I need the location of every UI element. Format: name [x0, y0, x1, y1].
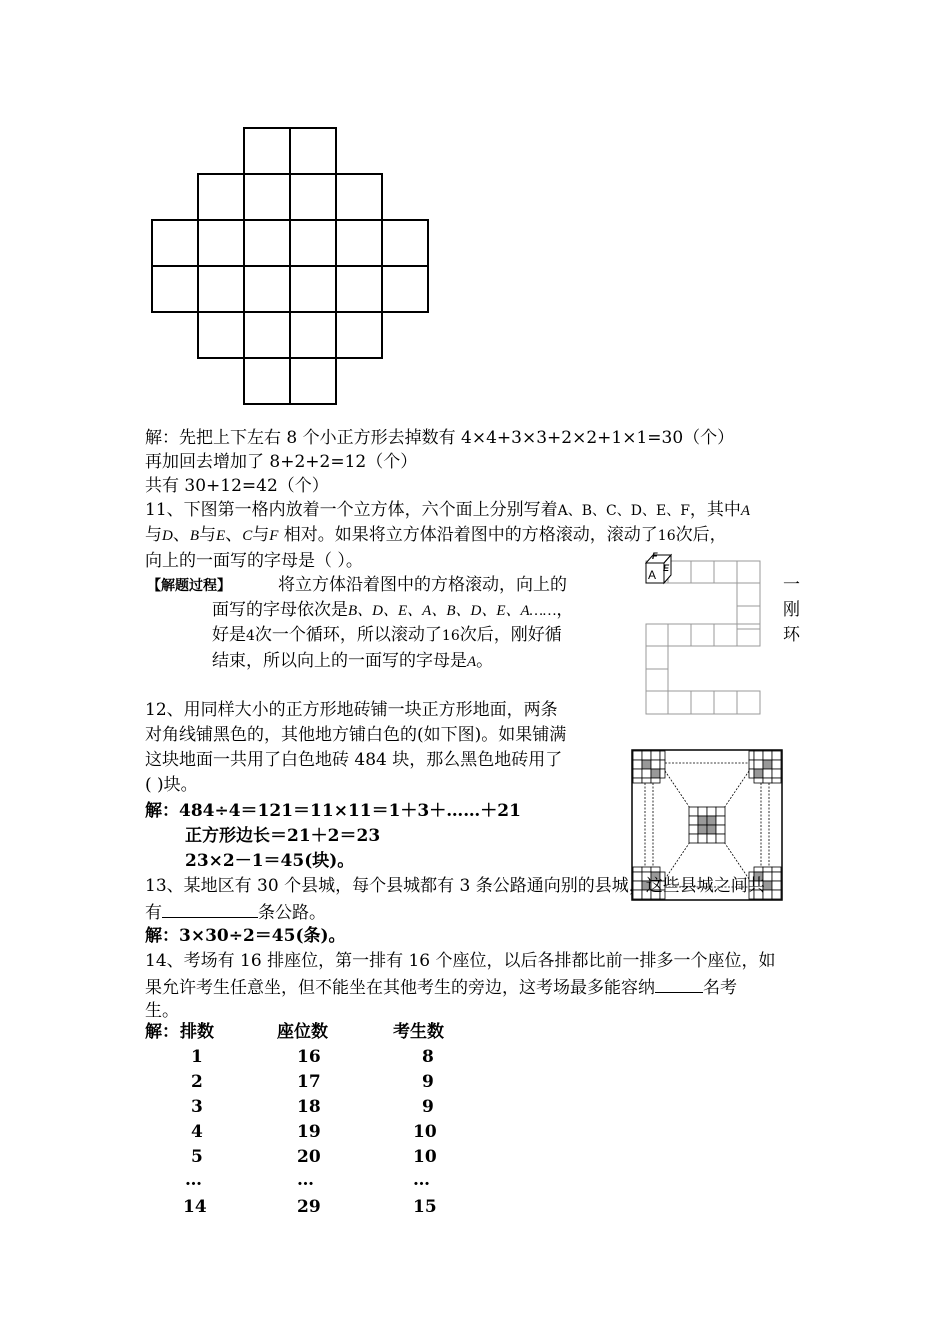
- p11-process-line3: [212, 624, 562, 647]
- p12-question-line4: ( )块。: [145, 775, 198, 795]
- cube-rolling-path-figure: [645, 553, 765, 718]
- p14-solution-label: 解：: [145, 1022, 179, 1042]
- p13-answer-blank: [162, 900, 258, 918]
- p11-letter: C: [242, 528, 253, 544]
- table-cell: 14: [183, 1197, 207, 1217]
- p11-text: 、: [225, 525, 243, 545]
- p11-question-line3: 向上的一面写的字母是（ ）。: [145, 551, 363, 571]
- p11-text: 、: [172, 525, 190, 545]
- p11-process-line1: 将立方体沿着图中的方格滚动，向上的: [278, 575, 567, 595]
- p14-question-line3: 生。: [145, 1001, 179, 1021]
- table-cell: 9: [422, 1072, 434, 1092]
- table-cell: 19: [297, 1122, 321, 1142]
- table-cell: …: [185, 1170, 202, 1190]
- p12-question-line3: 这块地面一共用了白色地砖 484 块，那么黑色地砖用了: [145, 750, 563, 770]
- p13-solution: 解：3×30÷2＝45(条)。: [145, 926, 346, 946]
- p11-letter: A: [467, 654, 477, 670]
- p12-solution-line1: 解：484÷4＝121＝11×11＝1＋3＋……＋21: [145, 801, 521, 821]
- p13-question-line1: 13、某地区有 30 个县城，每个县城都有 3 条公路通向别的县城，这些县城之间共: [145, 876, 765, 896]
- p10-solution-line2: 再加回去增加了 8+2+2=12（个）: [145, 452, 418, 472]
- p11-number: 4: [246, 628, 255, 644]
- p14-question-line2: [145, 975, 737, 999]
- p11-text: 结束，所以向上的一面写的字母是: [212, 651, 467, 671]
- table-cell: 3: [191, 1097, 203, 1117]
- cube-face-front-label: A: [648, 568, 657, 582]
- p11-text: 与: [252, 525, 270, 545]
- table-cell: 1: [191, 1047, 203, 1067]
- table-cell: …: [297, 1170, 314, 1190]
- p10-solution-line1: 解：先把上下左右 8 个小正方形去掉数有 4×4+3×3+2×2+1×1=30（个）: [145, 428, 735, 448]
- table-cell: 20: [297, 1147, 321, 1167]
- cube-face-side-label: E: [663, 563, 670, 573]
- p13-text: 条公路。: [258, 903, 326, 923]
- table-cell: 10: [413, 1122, 437, 1142]
- p11-number: 16: [441, 628, 460, 644]
- p11-question-line2: [145, 524, 727, 547]
- table-cell: 15: [413, 1197, 437, 1217]
- p14-solution-table: [145, 1020, 465, 1220]
- p13-question-line2: [145, 900, 326, 924]
- table-cell: 16: [297, 1047, 321, 1067]
- p11-letter: A: [740, 503, 751, 519]
- table-cell: 2: [191, 1072, 203, 1092]
- p11-text: 与: [145, 525, 162, 545]
- p11-text: 次一个循环，所以滚动了: [254, 625, 442, 645]
- p11-letter: B: [189, 528, 200, 544]
- table-header: 排数: [180, 1022, 214, 1042]
- p11-text: ，: [556, 600, 574, 620]
- p11-number: 16: [657, 528, 676, 544]
- p14-text: 名考: [703, 978, 737, 998]
- table-cell: 5: [191, 1147, 203, 1167]
- table-cell: 4: [191, 1122, 203, 1142]
- p12-question-line2: 对角线铺黑色的，其他地方铺白色的(如下图)。如果铺满: [145, 725, 567, 745]
- p14-question-line1: 14、考场有 16 排座位，第一排有 16 个座位，以后各排都比前一排多一个座位，如: [145, 951, 776, 971]
- p11-process-line2: [212, 599, 573, 622]
- p13-text: 有: [145, 903, 162, 923]
- p10-solution-line3: 共有 30+12=42（个）: [145, 476, 329, 496]
- p11-side-char: 一: [783, 575, 800, 595]
- p11-side-char: 环: [783, 625, 800, 645]
- cube-face-top-label: F: [652, 551, 658, 561]
- table-header: 座位数: [277, 1022, 328, 1042]
- p11-process-tag: 【解题过程】: [147, 578, 231, 594]
- p12-solution-line3: 23×2－1＝45(块)。: [185, 851, 355, 871]
- p11-text: ，其中: [689, 500, 741, 520]
- p11-sequence: B、D、E、A、B、D、E、A……: [348, 603, 557, 619]
- p12-question-line1: 12、用同样大小的正方形地砖铺一块正方形地面，两条: [145, 700, 558, 720]
- table-cell: 8: [422, 1047, 434, 1067]
- p11-letter: F: [269, 528, 279, 544]
- p11-letter: E: [216, 528, 226, 544]
- table-cell: 18: [297, 1097, 321, 1117]
- table-cell: 17: [297, 1072, 321, 1092]
- p11-text: 11、下图第一格内放着一个立方体，六个面上分别写着: [145, 500, 558, 520]
- p11-text: 次后，刚好循: [459, 625, 562, 645]
- diamond-grid-figure: [150, 127, 440, 417]
- p11-text: 与: [199, 525, 217, 545]
- p14-text: 果允许考生任意坐，但不能坐在其他考生的旁边，这考场最多能容纳: [145, 978, 655, 998]
- p11-face-letters: A、B、C、D、E、F: [557, 503, 690, 519]
- table-cell: 9: [422, 1097, 434, 1117]
- table-cell: …: [413, 1170, 430, 1190]
- p12-solution-line2: 正方形边长＝21＋2＝23: [185, 826, 381, 846]
- p11-text: 次后，: [675, 525, 727, 545]
- table-cell: 29: [297, 1197, 321, 1217]
- p11-process-line4: [212, 650, 493, 673]
- p11-side-char: 刚: [783, 600, 800, 620]
- p11-text: 。: [476, 651, 494, 671]
- p11-text: 面写的字母依次是: [212, 600, 348, 620]
- p11-question-line1: [145, 499, 750, 522]
- p14-answer-blank: [655, 975, 703, 993]
- p11-letter: D: [162, 528, 173, 544]
- table-header: 考生数: [393, 1022, 444, 1042]
- p11-text: 好是: [212, 625, 246, 645]
- table-cell: 10: [413, 1147, 437, 1167]
- p11-text: 相对。如果将立方体沿着图中的方格滚动，滚动了: [278, 525, 658, 545]
